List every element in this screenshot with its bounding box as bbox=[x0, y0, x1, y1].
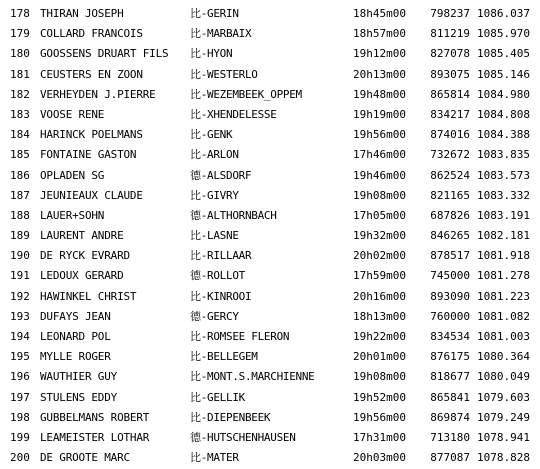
location-cell: 比-MARBAIX bbox=[190, 27, 252, 41]
time-cell: 19h46m00 bbox=[353, 168, 406, 182]
score-cell: 1083.191 bbox=[477, 208, 530, 222]
table-row bbox=[0, 428, 540, 448]
location-cell: 德-GERCY bbox=[190, 309, 239, 323]
id-cell: 687826 bbox=[430, 208, 470, 222]
time-cell: 20h13m00 bbox=[353, 67, 406, 81]
time-cell: 17h31m00 bbox=[353, 430, 406, 444]
score-cell: 1078.941 bbox=[477, 430, 530, 444]
id-cell: 893090 bbox=[430, 289, 470, 303]
location-cell: 比-WESTERLO bbox=[190, 67, 258, 81]
table-row bbox=[0, 388, 540, 408]
table-row bbox=[0, 448, 540, 468]
score-cell: 1083.835 bbox=[477, 148, 530, 162]
rank-cell: 188 bbox=[10, 208, 30, 222]
time-cell: 19h08m00 bbox=[353, 188, 406, 202]
name-cell: LEDOUX GERARD bbox=[40, 269, 124, 283]
rank-cell: 178 bbox=[10, 7, 30, 20]
rank-cell: 191 bbox=[10, 269, 30, 283]
id-cell: 818677 bbox=[430, 370, 470, 384]
time-cell: 19h12m00 bbox=[353, 47, 406, 61]
score-cell: 1079.249 bbox=[477, 410, 530, 424]
id-cell: 878517 bbox=[430, 249, 470, 263]
score-cell: 1081.082 bbox=[477, 309, 530, 323]
name-cell: GOOSSENS DRUART FILS bbox=[40, 47, 169, 61]
name-cell: LEONARD POL bbox=[40, 330, 111, 343]
time-cell: 20h03m00 bbox=[353, 451, 406, 465]
table-row bbox=[0, 145, 540, 165]
location-cell: 比-GIVRY bbox=[190, 188, 239, 202]
location-cell: 比-XHENDELESSE bbox=[190, 107, 277, 121]
time-cell: 20h01m00 bbox=[353, 350, 406, 364]
id-cell: 821165 bbox=[430, 188, 470, 202]
table-row bbox=[0, 105, 540, 125]
table-row bbox=[0, 367, 540, 387]
name-cell: THIRAN JOSEPH bbox=[40, 7, 124, 20]
table-row bbox=[0, 186, 540, 206]
time-cell: 19h56m00 bbox=[353, 410, 406, 424]
table-row bbox=[0, 24, 540, 44]
rank-cell: 180 bbox=[10, 47, 30, 61]
name-cell: WAUTHIER GUY bbox=[40, 370, 118, 384]
rank-cell: 193 bbox=[10, 309, 30, 323]
id-cell: 732672 bbox=[430, 148, 470, 162]
table-row bbox=[0, 307, 540, 327]
rank-cell: 181 bbox=[10, 67, 30, 81]
table-row bbox=[0, 125, 540, 145]
time-cell: 19h32m00 bbox=[353, 229, 406, 243]
score-cell: 1079.603 bbox=[477, 390, 530, 404]
score-cell: 1085.970 bbox=[477, 27, 530, 41]
location-cell: 比-BELLEGEM bbox=[190, 350, 258, 364]
table-row bbox=[0, 327, 540, 347]
score-cell: 1081.918 bbox=[477, 249, 530, 263]
location-cell: 比-DIEPENBEEK bbox=[190, 410, 271, 424]
rank-cell: 187 bbox=[10, 188, 30, 202]
score-cell: 1080.364 bbox=[477, 350, 530, 364]
rank-cell: 198 bbox=[10, 410, 30, 424]
rank-cell: 194 bbox=[10, 330, 30, 343]
rank-cell: 185 bbox=[10, 148, 30, 162]
location-cell: 比-WEZEMBEEK_OPPEM bbox=[190, 87, 302, 101]
table-row bbox=[0, 246, 540, 266]
name-cell: OPLADEN SG bbox=[40, 168, 105, 182]
id-cell: 876175 bbox=[430, 350, 470, 364]
time-cell: 19h56m00 bbox=[353, 128, 406, 142]
score-cell: 1085.146 bbox=[477, 67, 530, 81]
table-row bbox=[0, 65, 540, 85]
location-cell: 比-LASNE bbox=[190, 229, 239, 243]
id-cell: 798237 bbox=[430, 7, 470, 20]
rank-cell: 195 bbox=[10, 350, 30, 364]
rank-cell: 197 bbox=[10, 390, 30, 404]
score-cell: 1084.388 bbox=[477, 128, 530, 142]
location-cell: 德-ALTHORNBACH bbox=[190, 208, 277, 222]
score-cell: 1084.980 bbox=[477, 87, 530, 101]
location-cell: 比-GENK bbox=[190, 128, 233, 142]
location-cell: 比-GERIN bbox=[190, 7, 239, 20]
name-cell: DE RYCK EVRARD bbox=[40, 249, 130, 263]
location-cell: 德-ROLLOT bbox=[190, 269, 245, 283]
table-row bbox=[0, 287, 540, 307]
time-cell: 20h02m00 bbox=[353, 249, 406, 263]
id-cell: 713180 bbox=[430, 430, 470, 444]
results-list bbox=[0, 4, 540, 468]
rank-cell: 199 bbox=[10, 430, 30, 444]
name-cell: DE GROOTE MARC bbox=[40, 451, 130, 465]
score-cell: 1086.037 bbox=[477, 7, 530, 20]
score-cell: 1083.573 bbox=[477, 168, 530, 182]
id-cell: 865814 bbox=[430, 87, 470, 101]
id-cell: 760000 bbox=[430, 309, 470, 323]
rank-cell: 190 bbox=[10, 249, 30, 263]
id-cell: 834217 bbox=[430, 107, 470, 121]
id-cell: 862524 bbox=[430, 168, 470, 182]
table-row bbox=[0, 206, 540, 226]
time-cell: 17h46m00 bbox=[353, 148, 406, 162]
name-cell: FONTAINE GASTON bbox=[40, 148, 137, 162]
location-cell: 比-HYON bbox=[190, 47, 233, 61]
table-row bbox=[0, 85, 540, 105]
location-cell: 比-ROMSEE FLERON bbox=[190, 330, 290, 343]
location-cell: 比-GELLIK bbox=[190, 390, 245, 404]
name-cell: LAURENT ANDRE bbox=[40, 229, 124, 243]
name-cell: HAWINKEL CHRIST bbox=[40, 289, 137, 303]
name-cell: MYLLE ROGER bbox=[40, 350, 111, 364]
name-cell: JEUNIEAUX CLAUDE bbox=[40, 188, 143, 202]
id-cell: 834534 bbox=[430, 330, 470, 343]
id-cell: 745000 bbox=[430, 269, 470, 283]
id-cell: 865841 bbox=[430, 390, 470, 404]
id-cell: 877087 bbox=[430, 451, 470, 465]
id-cell: 811219 bbox=[430, 27, 470, 41]
name-cell: STULENS EDDY bbox=[40, 390, 118, 404]
location-cell: 德-HUTSCHENHAUSEN bbox=[190, 430, 296, 444]
name-cell: LAUER+SOHN bbox=[40, 208, 105, 222]
score-cell: 1083.332 bbox=[477, 188, 530, 202]
score-cell: 1084.808 bbox=[477, 107, 530, 121]
time-cell: 19h52m00 bbox=[353, 390, 406, 404]
score-cell: 1080.049 bbox=[477, 370, 530, 384]
rank-cell: 182 bbox=[10, 87, 30, 101]
score-cell: 1081.278 bbox=[477, 269, 530, 283]
id-cell: 827078 bbox=[430, 47, 470, 61]
time-cell: 17h59m00 bbox=[353, 269, 406, 283]
score-cell: 1078.828 bbox=[477, 451, 530, 465]
rank-cell: 183 bbox=[10, 107, 30, 121]
id-cell: 893075 bbox=[430, 67, 470, 81]
score-cell: 1081.003 bbox=[477, 330, 530, 343]
time-cell: 19h08m00 bbox=[353, 370, 406, 384]
location-cell: 比-ARLON bbox=[190, 148, 239, 162]
table-row bbox=[0, 347, 540, 367]
rank-cell: 184 bbox=[10, 128, 30, 142]
time-cell: 19h22m00 bbox=[353, 330, 406, 343]
time-cell: 19h19m00 bbox=[353, 107, 406, 121]
time-cell: 18h13m00 bbox=[353, 309, 406, 323]
time-cell: 17h05m00 bbox=[353, 208, 406, 222]
table-row bbox=[0, 44, 540, 64]
time-cell: 19h48m00 bbox=[353, 87, 406, 101]
location-cell: 比-KINROOI bbox=[190, 289, 252, 303]
rank-cell: 189 bbox=[10, 229, 30, 243]
score-cell: 1085.405 bbox=[477, 47, 530, 61]
rank-cell: 179 bbox=[10, 27, 30, 41]
location-cell: 比-RILLAAR bbox=[190, 249, 252, 263]
location-cell: 比-MONT.S.MARCHIENNE bbox=[190, 370, 315, 384]
location-cell: 德-ALSDORF bbox=[190, 168, 252, 182]
table-row bbox=[0, 4, 540, 24]
score-cell: 1081.223 bbox=[477, 289, 530, 303]
name-cell: COLLARD FRANCOIS bbox=[40, 27, 143, 41]
score-cell: 1082.181 bbox=[477, 229, 530, 243]
id-cell: 846265 bbox=[430, 229, 470, 243]
time-cell: 18h45m00 bbox=[353, 7, 406, 20]
rank-cell: 200 bbox=[10, 451, 30, 465]
table-row bbox=[0, 266, 540, 286]
location-cell: 比-MATER bbox=[190, 451, 239, 465]
id-cell: 869874 bbox=[430, 410, 470, 424]
rank-cell: 192 bbox=[10, 289, 30, 303]
table-row bbox=[0, 408, 540, 428]
time-cell: 20h16m00 bbox=[353, 289, 406, 303]
name-cell: LEAMEISTER LOTHAR bbox=[40, 430, 150, 444]
name-cell: VERHEYDEN J.PIERRE bbox=[40, 87, 156, 101]
name-cell: GUBBELMANS ROBERT bbox=[40, 410, 150, 424]
name-cell: CEUSTERS EN ZOON bbox=[40, 67, 143, 81]
table-row bbox=[0, 226, 540, 246]
name-cell: DUFAYS JEAN bbox=[40, 309, 111, 323]
rank-cell: 196 bbox=[10, 370, 30, 384]
name-cell: VOOSE RENE bbox=[40, 107, 105, 121]
id-cell: 874016 bbox=[430, 128, 470, 142]
time-cell: 18h57m00 bbox=[353, 27, 406, 41]
table-row bbox=[0, 166, 540, 186]
rank-cell: 186 bbox=[10, 168, 30, 182]
name-cell: HARINCK POELMANS bbox=[40, 128, 143, 142]
